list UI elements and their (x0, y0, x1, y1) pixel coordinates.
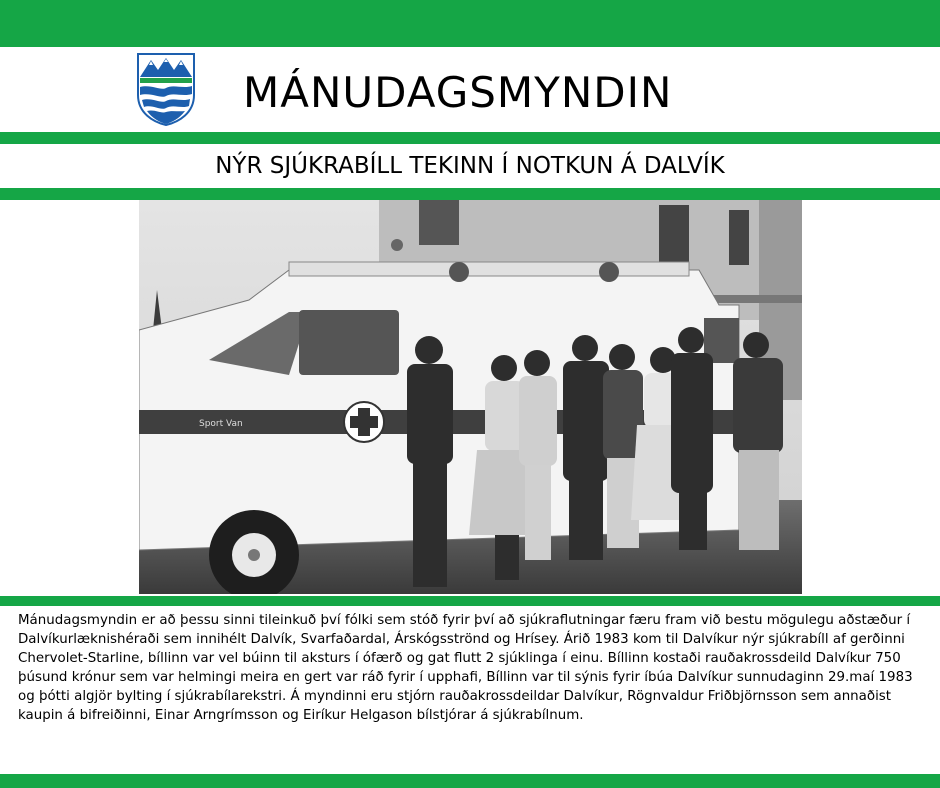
top-green-band (0, 0, 940, 47)
page-title: MÁNUDAGSMYNDIN (243, 68, 673, 117)
bottom-green-band (0, 774, 940, 788)
divider-band (0, 188, 940, 200)
photo-caption: Mánudagsmyndin er að þessu sinni tileinkuð því fólki sem stóð fyrir því að sjúkraflutningar færu fram við bestu mögulegu aðstæður í Dalvíkurlæknishéraði sem innihélt Dalvík, Svarfaðardal, Árskógsströnd og Hrísey. Árið 1983 kom til Dalvíkur nýr sjúkrabíll af gerðinni Chervolet-Starline, bíllinn var vel búinn til aksturs í ófærð og gat flutt 2 sjúklinga í einu. Bíllinn kostaði rauðakrossdeild Dalvíkur 750 þúsund krónur sem var helmingi meira en gert var ráð fyrir í upphafi, Bíllinn var til sýnis fyrir íbúa Dalvíkur sunnudaginn 29.maí 1983 og þótti algjör bylting í sjúkrabílarekstri. Á myndinni eru stjórn rauðakrossdeildar Dalvíkur, Rögnvaldur Friðbjörnsson sem annaðist kaupin á bifreiðinni, Einar Arngrímsson og Eiríkur Helgason bílstjórar á sjúkrabílnum. (18, 613, 913, 723)
divider-band (0, 596, 940, 606)
divider-band (0, 132, 940, 144)
article-headline: NÝR SJÚKRABÍLL TEKINN Í NOTKUN Á DALVÍK (215, 153, 725, 179)
van-model-text: Sport Van (199, 419, 243, 429)
municipal-crest-icon (135, 51, 197, 127)
ambulance-crew-photo (139, 200, 802, 594)
